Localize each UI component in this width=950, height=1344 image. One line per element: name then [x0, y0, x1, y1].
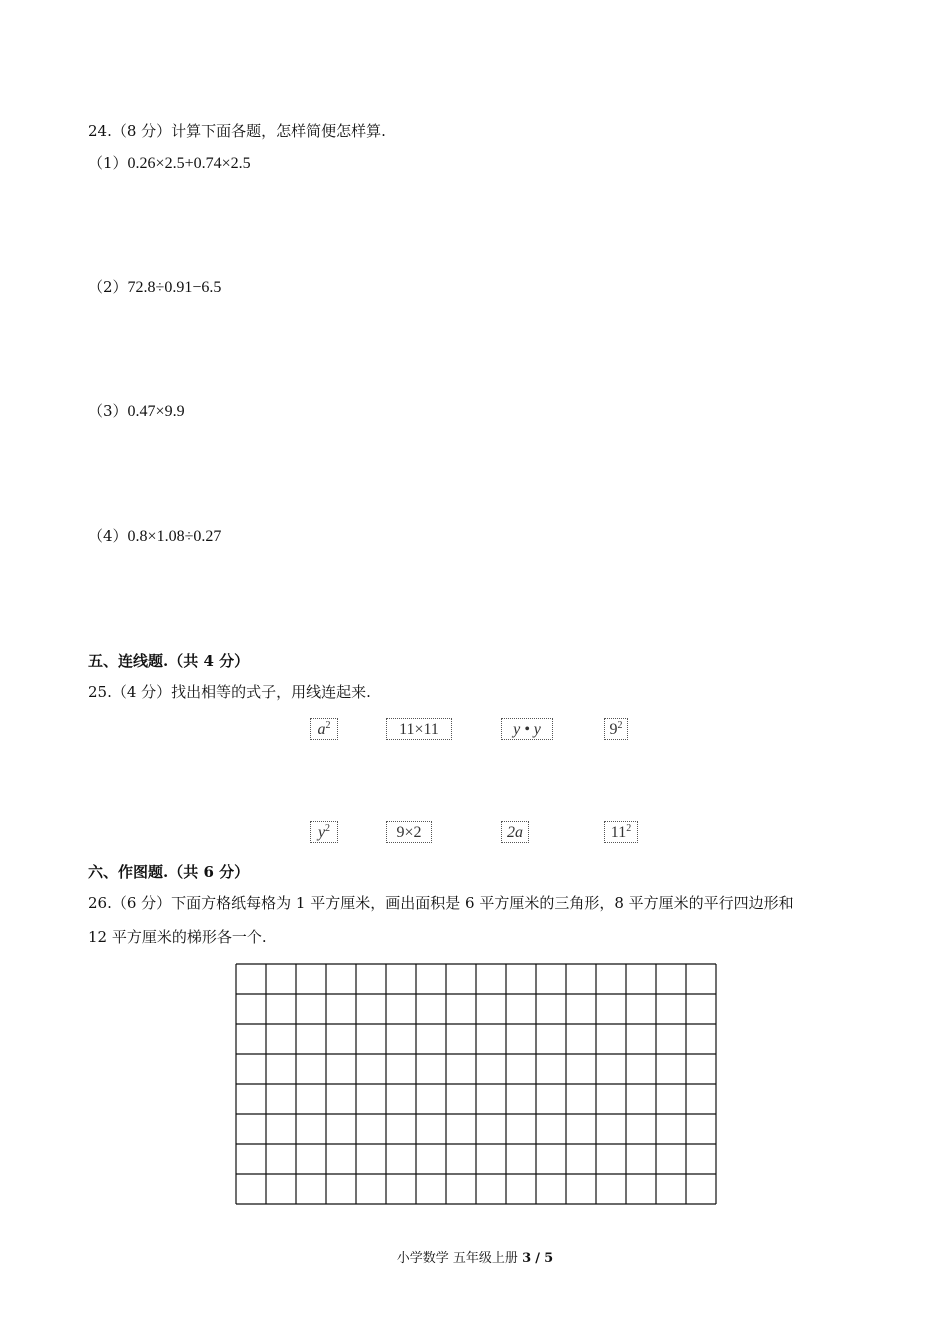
q24-item-label: （2） — [88, 278, 128, 296]
q24-item-expr: 0.8×1.08÷0.27 — [127, 528, 222, 545]
footer-sep: / — [535, 1251, 541, 1266]
box-sup: 2 — [626, 823, 632, 834]
q24-item-3 — [88, 400, 185, 421]
match-box-top-3[interactable] — [501, 718, 553, 740]
q24-item-4 — [88, 525, 221, 546]
q24-title: 24.（8 分）计算下面各题，怎样简便怎样算. — [88, 122, 386, 140]
q25-title: 25.（4 分）找出相等的式子，用线连起来. — [88, 683, 371, 701]
box-base: a — [317, 721, 326, 738]
box-sup: 2 — [617, 720, 623, 731]
footer-page: 3 — [522, 1251, 532, 1266]
q24-item-label: （3） — [88, 402, 128, 420]
box-sup: 2 — [325, 720, 331, 731]
box-base: y — [317, 824, 326, 841]
q24-item-2 — [88, 276, 221, 297]
box-base: 9 — [609, 721, 618, 738]
q26-text-line1: 26.（6 分）下面方格纸每格为 1 平方厘米，画出面积是 6 平方厘米的三角形，8 平方厘米的平行四边形和 — [88, 894, 794, 912]
q24-item-1 — [88, 152, 251, 173]
box-sup: 2 — [325, 823, 331, 834]
q24-item-expr: 72.8÷0.91−6.5 — [127, 279, 222, 296]
box-base: 9×2 — [396, 824, 422, 841]
match-box-bottom-1[interactable] — [310, 821, 338, 843]
q24-item-expr: 0.26×2.5+0.74×2.5 — [127, 155, 251, 172]
match-box-top-1[interactable] — [310, 718, 338, 740]
section5-title: 五、连线题.（共 4 分） — [88, 652, 250, 670]
q24-item-label: （4） — [88, 527, 128, 545]
box-base: 11×11 — [399, 721, 439, 738]
q26-text-line2: 12 平方厘米的梯形各一个. — [88, 928, 267, 946]
box-base: y • y — [513, 721, 541, 738]
match-box-bottom-2[interactable] — [386, 821, 432, 843]
match-box-bottom-3[interactable] — [501, 821, 529, 843]
match-box-top-2[interactable] — [386, 718, 452, 740]
graph-paper-grid[interactable] — [235, 963, 717, 1207]
box-base: 2a — [507, 824, 523, 841]
footer-total: 5 — [544, 1251, 554, 1266]
footer-text: 小学数学 五年级上册 — [396, 1251, 518, 1266]
match-box-top-4[interactable] — [604, 718, 628, 740]
q24-item-expr: 0.47×9.9 — [127, 403, 185, 420]
page-footer — [0, 1247, 950, 1266]
section6-title: 六、作图题.（共 6 分） — [88, 863, 250, 881]
q24-item-label: （1） — [88, 154, 128, 172]
match-box-bottom-4[interactable] — [604, 821, 638, 843]
box-base: 11 — [610, 824, 627, 841]
